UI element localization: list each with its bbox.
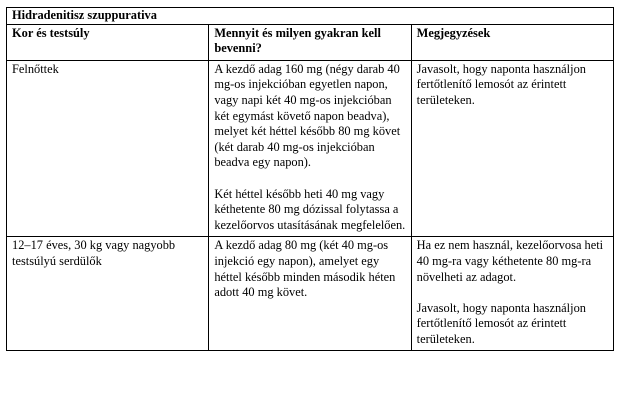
- dose-paragraph: A kezdő adag 160 mg (négy darab 40 mg-os injekcióban egyetlen napon, vagy napi két 40 mg-os injekcióban két egymást követő napon beadva), melyet két héttel később 80 mg követ (két darab 40 mg-os injekcióban beadva egy napon).: [214, 61, 401, 170]
- table-row-adults: [7, 60, 614, 237]
- cell-notes: [411, 60, 613, 237]
- header-age-weight: Kor és testsúly: [7, 24, 209, 60]
- table-title: Hidradenitisz szuppurativa: [7, 8, 614, 25]
- notes-paragraph: Javasolt, hogy naponta használjon fertőtlenítő lemosót az érintett területeken.: [416, 300, 586, 346]
- notes-paragraph: Ha ez nem használ, kezelőorvosa heti 40 mg-ra vagy kéthetente 80 mg-ra növelheti az adagot.: [416, 238, 604, 284]
- dose-paragraph: A kezdő adag 80 mg (két 40 mg-os injekció egy napon), amelyet egy héttel később minden második héten adott 40 mg követ.: [214, 238, 396, 300]
- cell-age-weight: [7, 237, 209, 351]
- dose-paragraph: Két héttel később heti 40 mg vagy kéthetente 80 mg dózissal folytassa a kezelőorvos utasításának megfelelően.: [214, 186, 406, 232]
- age-weight-text: Felnőttek: [12, 61, 59, 76]
- cell-dose: [209, 60, 411, 237]
- header-dose-frequency: Mennyit és milyen gyakran kell bevenni?: [209, 24, 411, 60]
- table-row-adolescents: [7, 237, 614, 351]
- dosage-table: [6, 7, 614, 351]
- cell-dose: [209, 237, 411, 351]
- notes-paragraph: Javasolt, hogy naponta használjon fertőtlenítő lemosót az érintett területeken.: [416, 61, 586, 107]
- table-header-row: [7, 24, 614, 60]
- age-weight-text: 12–17 éves, 30 kg vagy nagyobb testsúlyú serdülők: [12, 238, 176, 268]
- cell-notes: [411, 237, 613, 351]
- table-title-row: [7, 8, 614, 25]
- cell-age-weight: [7, 60, 209, 237]
- header-notes: Megjegyzések: [411, 24, 613, 60]
